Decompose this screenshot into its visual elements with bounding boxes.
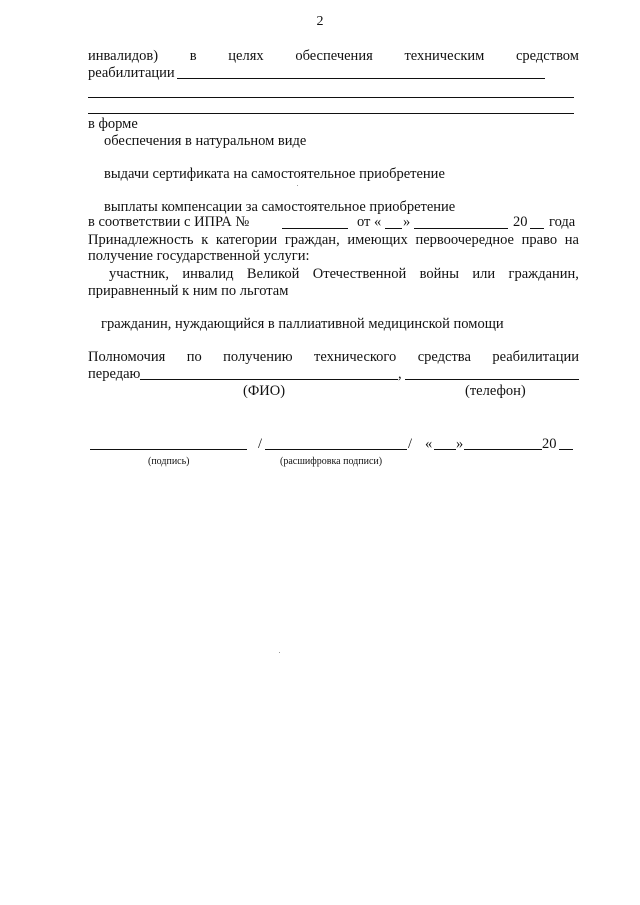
category-word: имеющих: [347, 232, 408, 248]
category-word: Принадлежность: [88, 232, 194, 248]
signature-month-field[interactable]: [464, 449, 542, 450]
category-line-2: получение государственной услуги:: [88, 248, 310, 264]
ipra-prefix: в соответствии с ИПРА №: [88, 214, 250, 230]
form-label: в форме: [88, 116, 138, 132]
rehab-field[interactable]: [177, 78, 545, 79]
category-word: граждан,: [284, 232, 340, 248]
intro-word: в: [189, 48, 197, 64]
ipra-quote-close: »: [403, 214, 411, 230]
authority-word: Полномочия: [88, 349, 166, 365]
authority-word: получению: [223, 349, 293, 365]
signature-quote-close: »: [456, 436, 464, 452]
authority-comma: ,: [398, 366, 402, 382]
intro-word: инвалидов): [88, 48, 159, 64]
category-word: категории: [215, 232, 278, 248]
veteran-line-2: приравненный к ним по льготам: [88, 283, 289, 299]
signature-slash-2: /: [408, 436, 413, 452]
veteran-word: участник,: [109, 266, 169, 282]
ipra-month-field[interactable]: [414, 228, 508, 229]
signature-quote-open: «: [425, 436, 433, 452]
category-word: к: [201, 232, 209, 248]
scan-speck: [297, 185, 298, 186]
decode-label: (расшифровка подписи): [280, 456, 383, 467]
phone-field[interactable]: [405, 379, 579, 380]
authority-word: по: [186, 349, 202, 365]
rehab-field-line-2[interactable]: [88, 97, 574, 98]
signature-decode-field[interactable]: [265, 449, 407, 450]
ipra-number-field[interactable]: [282, 228, 348, 229]
phone-label: (телефон): [465, 383, 526, 399]
authority-word: средства: [417, 349, 471, 365]
intro-word: обеспечения: [295, 48, 373, 64]
signature-day-field[interactable]: [434, 449, 456, 450]
rehab-label: реабилитации: [88, 65, 175, 81]
signature-year-field[interactable]: [559, 449, 573, 450]
ipra-year-field[interactable]: [530, 228, 544, 229]
authority-word: реабилитации: [492, 349, 579, 365]
option-compensation[interactable]: выплаты компенсации за самостоятельное приобретение: [104, 199, 456, 215]
category-word: право: [521, 232, 558, 248]
authority-line: [88, 349, 579, 366]
veteran-word: инвалид: [182, 266, 234, 282]
ipra-year-suffix: года: [549, 214, 576, 230]
veteran-word: войны: [419, 266, 459, 282]
category-line: [88, 232, 579, 249]
ipra-day-field[interactable]: [385, 228, 402, 229]
intro-word: целях: [228, 48, 264, 64]
fio-label: (ФИО): [243, 383, 286, 399]
veteran-word: гражданин,: [508, 266, 579, 282]
option-palliative[interactable]: гражданин, нуждающийся в паллиативной медицинской помощи: [101, 316, 504, 332]
signature-year-prefix: 20: [542, 436, 557, 452]
intro-word: средством: [515, 48, 579, 64]
fio-field[interactable]: [140, 379, 398, 380]
veteran-word: Отечественной: [312, 266, 407, 282]
option-certificate[interactable]: выдачи сертификата на самостоятельное приобретение: [104, 166, 445, 182]
ipra-year-prefix: 20: [513, 214, 528, 230]
category-word: первоочередное: [415, 232, 514, 248]
ipra-from: от «: [357, 214, 382, 230]
sign-label: (подпись): [148, 456, 190, 467]
intro-line: [88, 48, 579, 65]
authority-transfer: передаю: [88, 366, 141, 382]
signature-slash-1: /: [258, 436, 263, 452]
veteran-word: или: [472, 266, 496, 282]
option-veteran[interactable]: [109, 266, 579, 283]
intro-word: техническим: [404, 48, 485, 64]
category-word: на: [564, 232, 579, 248]
option-natural[interactable]: обеспечения в натуральном виде: [104, 133, 307, 149]
page-number: 2: [316, 14, 324, 29]
veteran-word: Великой: [246, 266, 300, 282]
signature-field[interactable]: [90, 449, 247, 450]
rehab-field-line-3[interactable]: [88, 113, 574, 114]
scan-speck: [279, 652, 280, 653]
authority-word: технического: [314, 349, 397, 365]
